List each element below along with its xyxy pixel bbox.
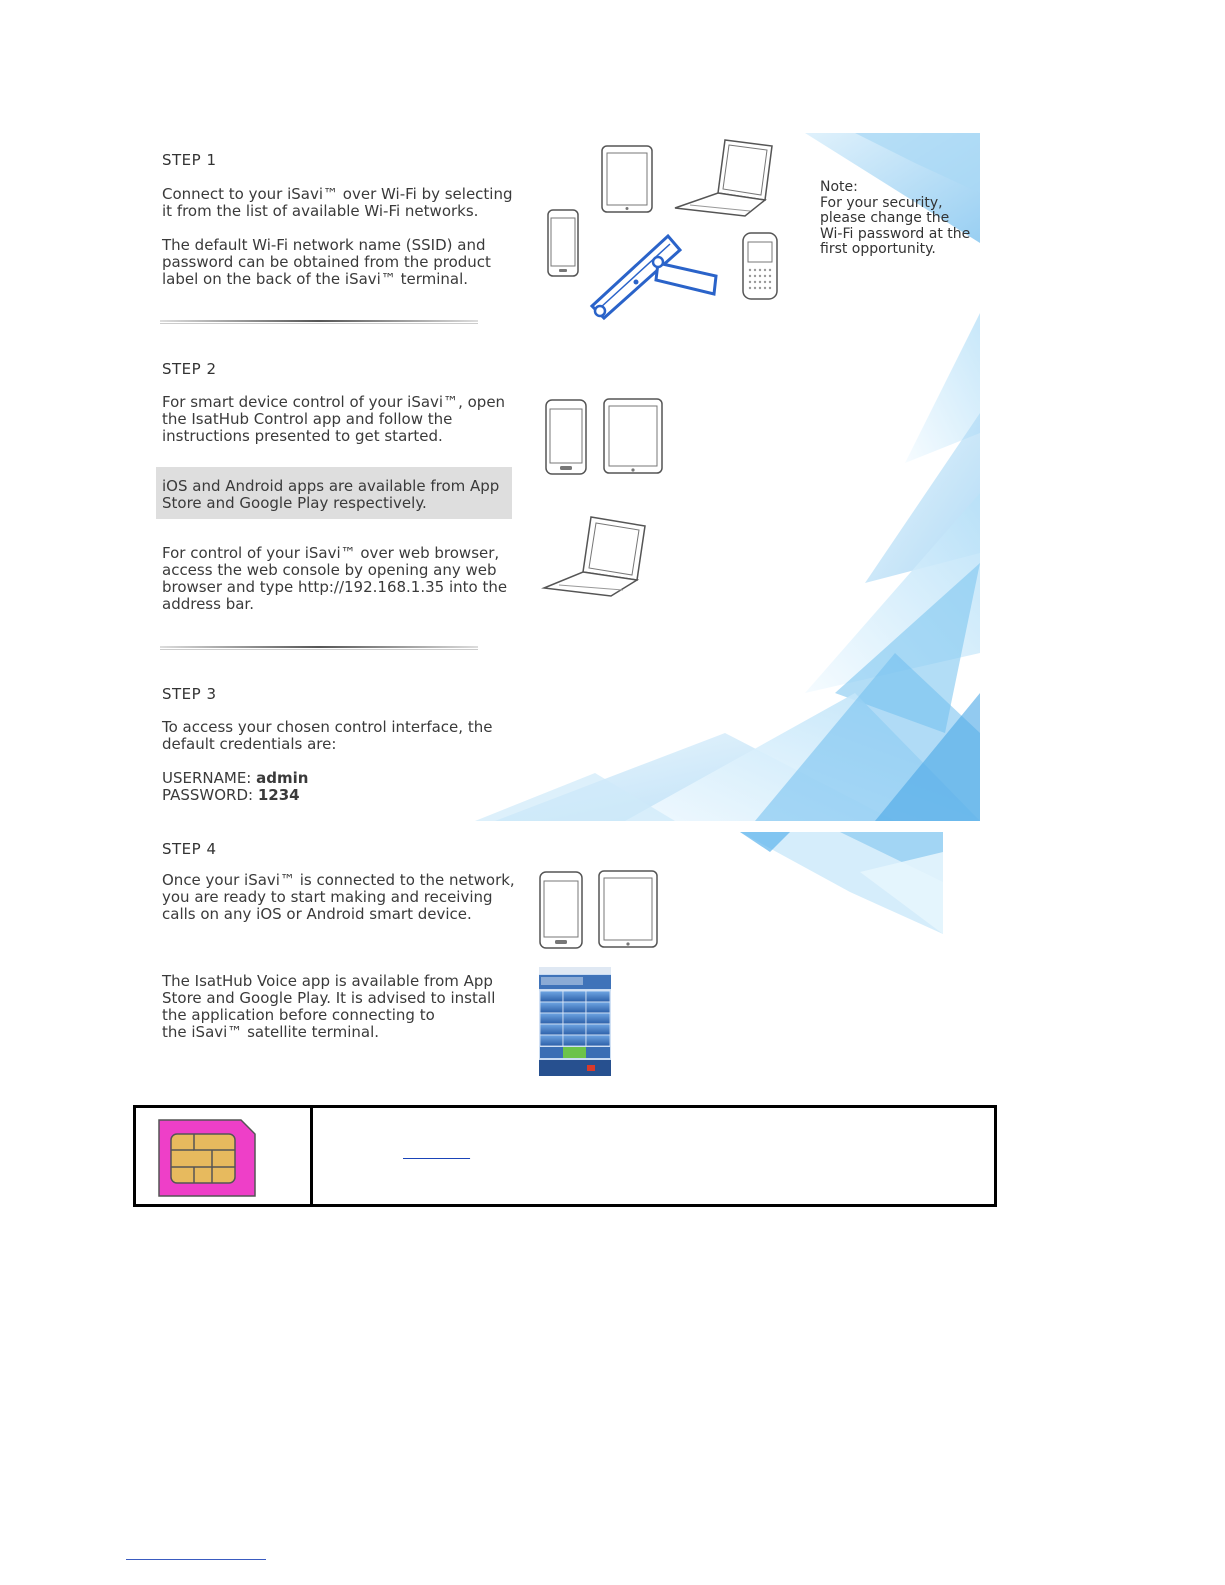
web-line: access the web console by opening any web bbox=[162, 561, 497, 579]
step4-devices bbox=[538, 868, 660, 950]
voice-line: The IsatHub Voice app is available from App bbox=[162, 972, 493, 990]
step1-line: Connect to your iSavi™ over Wi-Fi by selecting bbox=[162, 185, 513, 203]
note-line: For your security, bbox=[820, 194, 943, 211]
step4-text bbox=[162, 872, 515, 923]
sim-card-cell bbox=[136, 1108, 313, 1204]
highlight-line: iOS and Android apps are available from App bbox=[162, 477, 500, 495]
laptop-icon bbox=[675, 140, 772, 216]
security-note bbox=[820, 180, 970, 258]
step4-line: calls on any iOS or Android smart device. bbox=[162, 905, 472, 923]
step2-line: the IsatHub Control app and follow the bbox=[162, 410, 453, 428]
web-line: browser and type http://192.168.1.35 into the bbox=[162, 578, 508, 596]
isavi-terminal-icon bbox=[592, 236, 716, 318]
step4-line: you are ready to start making and receiving bbox=[162, 888, 493, 906]
note-line: please change the bbox=[820, 210, 950, 226]
voice-line: Store and Google Play. It is advised to install bbox=[162, 989, 496, 1007]
section-divider bbox=[160, 645, 478, 651]
step2-line: instructions presented to get started. bbox=[162, 427, 443, 445]
username-label: USERNAME: bbox=[162, 769, 257, 787]
default-credentials bbox=[162, 770, 308, 804]
note-line: Note: bbox=[820, 179, 858, 195]
note-line: Wi-Fi password at the bbox=[820, 225, 971, 242]
web-line: address bar. bbox=[162, 595, 254, 613]
password-label: PASSWORD: bbox=[162, 786, 258, 804]
section-divider bbox=[160, 319, 478, 325]
tablet-icon bbox=[599, 871, 657, 947]
step1-line: it from the list of available Wi-Fi networks. bbox=[162, 202, 479, 220]
smartphone-icon bbox=[546, 400, 586, 474]
web-line: For control of your iSavi™ over web browser, bbox=[162, 544, 500, 562]
username-row bbox=[162, 770, 308, 787]
step2-heading: STEP 2 bbox=[162, 360, 217, 378]
step1-heading: STEP 1 bbox=[162, 151, 217, 169]
smartphone-icon bbox=[548, 210, 578, 276]
step3-line: To access your chosen control interface, the bbox=[162, 718, 493, 736]
sim-notice-link[interactable] bbox=[403, 1145, 481, 1165]
voice-line: the application before connecting to bbox=[162, 1006, 435, 1024]
note-line: first opportunity. bbox=[820, 241, 936, 257]
footnote-link-line bbox=[126, 1559, 266, 1560]
tablet-icon bbox=[602, 146, 652, 212]
sim-card-icon bbox=[156, 1117, 258, 1198]
step3-text bbox=[162, 719, 492, 753]
tablet-icon bbox=[604, 399, 662, 473]
voice-app-text bbox=[162, 973, 495, 1041]
dialer-app-icon bbox=[539, 967, 611, 1076]
laptop-icon bbox=[541, 514, 651, 598]
step1-line: The default Wi-Fi network name (SSID) and bbox=[162, 236, 486, 254]
highlight-line: Store and Google Play respectively. bbox=[162, 494, 427, 512]
step2-devices bbox=[544, 396, 666, 476]
step2-line: For smart device control of your iSavi™, open bbox=[162, 393, 506, 411]
blackberry-icon bbox=[743, 233, 777, 299]
app-availability-text bbox=[162, 478, 499, 512]
web-console-text bbox=[162, 545, 507, 613]
step1-text bbox=[162, 186, 513, 288]
step3-heading: STEP 3 bbox=[162, 685, 217, 703]
voice-line: the iSavi™ satellite terminal. bbox=[162, 1023, 380, 1041]
password-value: 1234 bbox=[257, 786, 300, 804]
step2-text bbox=[162, 394, 505, 445]
step1-illustration bbox=[540, 138, 780, 323]
smartphone-icon bbox=[540, 872, 582, 948]
step4-line: Once your iSavi™ is connected to the network, bbox=[162, 871, 515, 889]
step4-heading: STEP 4 bbox=[162, 840, 217, 858]
crystal-background-small bbox=[700, 832, 943, 934]
step1-line: password can be obtained from the product bbox=[162, 253, 491, 271]
username-value: admin bbox=[256, 769, 309, 787]
sim-card-notice bbox=[133, 1105, 997, 1207]
step1-line: label on the back of the iSavi™ terminal. bbox=[162, 270, 469, 288]
password-row bbox=[162, 787, 308, 804]
step3-line: default credentials are: bbox=[162, 735, 337, 753]
